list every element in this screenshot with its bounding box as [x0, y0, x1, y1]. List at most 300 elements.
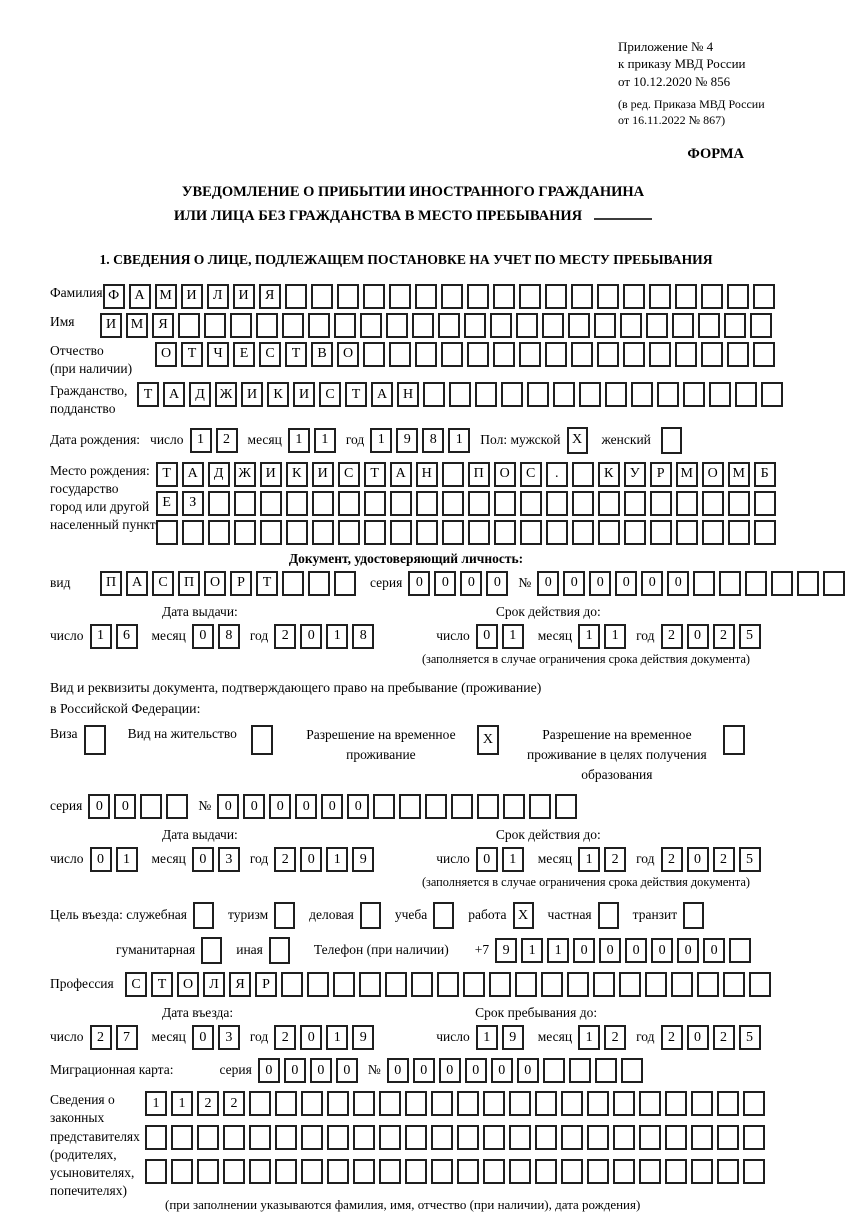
char-cell[interactable]: [587, 1159, 609, 1184]
char-cell[interactable]: 0: [687, 847, 709, 872]
char-cell[interactable]: [389, 284, 411, 309]
char-cell[interactable]: [308, 571, 330, 596]
char-cell[interactable]: 2: [274, 1025, 296, 1050]
char-cell[interactable]: 0: [476, 624, 498, 649]
char-cell[interactable]: [613, 1125, 635, 1150]
char-cell[interactable]: [223, 1159, 245, 1184]
char-cell[interactable]: [178, 313, 200, 338]
char-cell[interactable]: [494, 491, 516, 516]
char-cell[interactable]: [412, 313, 434, 338]
purpose-transit-checkbox[interactable]: [683, 902, 704, 929]
char-cell[interactable]: П: [468, 462, 490, 487]
char-cell[interactable]: [745, 571, 767, 596]
char-cell[interactable]: М: [126, 313, 148, 338]
char-cell[interactable]: А: [182, 462, 204, 487]
char-cell[interactable]: Л: [203, 972, 225, 997]
char-cell[interactable]: [605, 382, 627, 407]
char-cell[interactable]: [750, 313, 772, 338]
char-cell[interactable]: [385, 972, 407, 997]
char-cell[interactable]: У: [624, 462, 646, 487]
char-cell[interactable]: Т: [137, 382, 159, 407]
char-cell[interactable]: [389, 342, 411, 367]
char-cell[interactable]: И: [312, 462, 334, 487]
residence-permit-checkbox[interactable]: [251, 725, 273, 755]
char-cell[interactable]: [650, 491, 672, 516]
char-cell[interactable]: И: [260, 462, 282, 487]
char-cell[interactable]: [333, 972, 355, 997]
char-cell[interactable]: 5: [739, 847, 761, 872]
char-cell[interactable]: 0: [284, 1058, 306, 1083]
char-cell[interactable]: 2: [713, 624, 735, 649]
char-cell[interactable]: [431, 1125, 453, 1150]
char-cell[interactable]: [327, 1159, 349, 1184]
char-cell[interactable]: К: [598, 462, 620, 487]
char-cell[interactable]: [334, 313, 356, 338]
char-cell[interactable]: 1: [604, 624, 626, 649]
char-cell[interactable]: [286, 491, 308, 516]
char-cell[interactable]: [275, 1091, 297, 1116]
char-cell[interactable]: О: [204, 571, 226, 596]
char-cell[interactable]: М: [155, 284, 177, 309]
char-cell[interactable]: О: [177, 972, 199, 997]
char-cell[interactable]: [691, 1091, 713, 1116]
char-cell[interactable]: [423, 382, 445, 407]
char-cell[interactable]: 0: [114, 794, 136, 819]
char-cell[interactable]: [717, 1125, 739, 1150]
char-cell[interactable]: [463, 972, 485, 997]
char-cell[interactable]: [411, 972, 433, 997]
char-cell[interactable]: [249, 1159, 271, 1184]
char-cell[interactable]: 0: [347, 794, 369, 819]
char-cell[interactable]: Т: [151, 972, 173, 997]
char-cell[interactable]: [620, 313, 642, 338]
char-cell[interactable]: [753, 342, 775, 367]
char-cell[interactable]: [520, 491, 542, 516]
char-cell[interactable]: 1: [502, 624, 524, 649]
char-cell[interactable]: [379, 1125, 401, 1150]
char-cell[interactable]: [645, 972, 667, 997]
char-cell[interactable]: [545, 342, 567, 367]
char-cell[interactable]: [594, 313, 616, 338]
char-cell[interactable]: [223, 1125, 245, 1150]
char-cell[interactable]: 0: [667, 571, 689, 596]
char-cell[interactable]: 0: [387, 1058, 409, 1083]
char-cell[interactable]: [285, 284, 307, 309]
char-cell[interactable]: И: [241, 382, 263, 407]
char-cell[interactable]: [701, 284, 723, 309]
char-cell[interactable]: 2: [604, 847, 626, 872]
char-cell[interactable]: [649, 342, 671, 367]
char-cell[interactable]: [665, 1125, 687, 1150]
char-cell[interactable]: [301, 1159, 323, 1184]
char-cell[interactable]: 2: [661, 1025, 683, 1050]
char-cell[interactable]: [719, 571, 741, 596]
char-cell[interactable]: [541, 972, 563, 997]
char-cell[interactable]: 1: [578, 624, 600, 649]
char-cell[interactable]: Т: [364, 462, 386, 487]
char-cell[interactable]: А: [126, 571, 148, 596]
char-cell[interactable]: [441, 342, 463, 367]
char-cell[interactable]: [386, 313, 408, 338]
char-cell[interactable]: [457, 1159, 479, 1184]
char-cell[interactable]: [727, 342, 749, 367]
sex-male-checkbox[interactable]: X: [567, 427, 588, 454]
char-cell[interactable]: [275, 1125, 297, 1150]
char-cell[interactable]: [691, 1125, 713, 1150]
char-cell[interactable]: 9: [495, 938, 517, 963]
char-cell[interactable]: [286, 520, 308, 545]
char-cell[interactable]: 0: [687, 624, 709, 649]
char-cell[interactable]: 0: [300, 1025, 322, 1050]
char-cell[interactable]: 0: [243, 794, 265, 819]
char-cell[interactable]: [535, 1125, 557, 1150]
char-cell[interactable]: 0: [295, 794, 317, 819]
char-cell[interactable]: 2: [197, 1091, 219, 1116]
char-cell[interactable]: 2: [604, 1025, 626, 1050]
char-cell[interactable]: Н: [397, 382, 419, 407]
char-cell[interactable]: [501, 382, 523, 407]
char-cell[interactable]: [405, 1125, 427, 1150]
char-cell[interactable]: [308, 313, 330, 338]
char-cell[interactable]: П: [178, 571, 200, 596]
char-cell[interactable]: [353, 1159, 375, 1184]
char-cell[interactable]: Т: [156, 462, 178, 487]
char-cell[interactable]: [416, 520, 438, 545]
char-cell[interactable]: [701, 342, 723, 367]
char-cell[interactable]: Д: [208, 462, 230, 487]
char-cell[interactable]: Д: [189, 382, 211, 407]
char-cell[interactable]: [431, 1159, 453, 1184]
char-cell[interactable]: [515, 972, 537, 997]
char-cell[interactable]: 0: [90, 847, 112, 872]
char-cell[interactable]: Л: [207, 284, 229, 309]
char-cell[interactable]: 1: [502, 847, 524, 872]
char-cell[interactable]: [567, 972, 589, 997]
char-cell[interactable]: К: [267, 382, 289, 407]
char-cell[interactable]: Т: [285, 342, 307, 367]
char-cell[interactable]: И: [181, 284, 203, 309]
char-cell[interactable]: [468, 520, 490, 545]
char-cell[interactable]: [493, 342, 515, 367]
sex-female-checkbox[interactable]: [661, 427, 682, 454]
char-cell[interactable]: [405, 1159, 427, 1184]
char-cell[interactable]: [334, 571, 356, 596]
char-cell[interactable]: 2: [713, 1025, 735, 1050]
char-cell[interactable]: [442, 520, 464, 545]
char-cell[interactable]: [535, 1091, 557, 1116]
char-cell[interactable]: [483, 1159, 505, 1184]
char-cell[interactable]: Т: [181, 342, 203, 367]
char-cell[interactable]: 1: [578, 847, 600, 872]
char-cell[interactable]: 9: [352, 847, 374, 872]
char-cell[interactable]: [561, 1159, 583, 1184]
char-cell[interactable]: Ч: [207, 342, 229, 367]
char-cell[interactable]: [665, 1159, 687, 1184]
char-cell[interactable]: [639, 1125, 661, 1150]
char-cell[interactable]: Я: [152, 313, 174, 338]
char-cell[interactable]: [743, 1159, 765, 1184]
char-cell[interactable]: [494, 520, 516, 545]
char-cell[interactable]: З: [182, 491, 204, 516]
char-cell[interactable]: [702, 520, 724, 545]
char-cell[interactable]: С: [338, 462, 360, 487]
char-cell[interactable]: [613, 1159, 635, 1184]
char-cell[interactable]: [182, 520, 204, 545]
char-cell[interactable]: 9: [352, 1025, 374, 1050]
char-cell[interactable]: [572, 462, 594, 487]
char-cell[interactable]: Р: [230, 571, 252, 596]
char-cell[interactable]: [535, 1159, 557, 1184]
temp-residence-checkbox[interactable]: X: [477, 725, 499, 755]
char-cell[interactable]: [197, 1125, 219, 1150]
char-cell[interactable]: [676, 491, 698, 516]
char-cell[interactable]: [561, 1125, 583, 1150]
char-cell[interactable]: [490, 313, 512, 338]
char-cell[interactable]: [743, 1125, 765, 1150]
char-cell[interactable]: [672, 313, 694, 338]
purpose-humanitarian-checkbox[interactable]: [201, 937, 222, 964]
char-cell[interactable]: 0: [217, 794, 239, 819]
char-cell[interactable]: Е: [156, 491, 178, 516]
char-cell[interactable]: [671, 972, 693, 997]
char-cell[interactable]: [327, 1091, 349, 1116]
char-cell[interactable]: [542, 313, 564, 338]
char-cell[interactable]: [312, 520, 334, 545]
char-cell[interactable]: [639, 1159, 661, 1184]
char-cell[interactable]: [441, 284, 463, 309]
char-cell[interactable]: [464, 313, 486, 338]
char-cell[interactable]: [717, 1159, 739, 1184]
char-cell[interactable]: А: [371, 382, 393, 407]
purpose-other-checkbox[interactable]: [269, 937, 290, 964]
char-cell[interactable]: [360, 313, 382, 338]
char-cell[interactable]: [373, 794, 395, 819]
char-cell[interactable]: С: [319, 382, 341, 407]
char-cell[interactable]: [735, 382, 757, 407]
char-cell[interactable]: [598, 491, 620, 516]
char-cell[interactable]: 1: [314, 428, 336, 453]
char-cell[interactable]: [431, 1091, 453, 1116]
char-cell[interactable]: 1: [171, 1091, 193, 1116]
purpose-business-checkbox[interactable]: [360, 902, 381, 929]
char-cell[interactable]: [438, 313, 460, 338]
char-cell[interactable]: [572, 491, 594, 516]
char-cell[interactable]: 0: [677, 938, 699, 963]
char-cell[interactable]: 1: [90, 624, 112, 649]
char-cell[interactable]: 1: [370, 428, 392, 453]
char-cell[interactable]: [691, 1159, 713, 1184]
char-cell[interactable]: 0: [192, 1025, 214, 1050]
char-cell[interactable]: [451, 794, 473, 819]
char-cell[interactable]: [197, 1159, 219, 1184]
char-cell[interactable]: [545, 284, 567, 309]
purpose-tourism-checkbox[interactable]: [274, 902, 295, 929]
char-cell[interactable]: 1: [190, 428, 212, 453]
char-cell[interactable]: [624, 520, 646, 545]
char-cell[interactable]: [797, 571, 819, 596]
char-cell[interactable]: 9: [502, 1025, 524, 1050]
char-cell[interactable]: [483, 1125, 505, 1150]
char-cell[interactable]: 2: [661, 624, 683, 649]
char-cell[interactable]: 0: [258, 1058, 280, 1083]
char-cell[interactable]: Т: [256, 571, 278, 596]
char-cell[interactable]: [281, 972, 303, 997]
char-cell[interactable]: 8: [352, 624, 374, 649]
char-cell[interactable]: [754, 491, 776, 516]
char-cell[interactable]: .: [546, 462, 568, 487]
char-cell[interactable]: [649, 284, 671, 309]
char-cell[interactable]: П: [100, 571, 122, 596]
char-cell[interactable]: 0: [589, 571, 611, 596]
char-cell[interactable]: Ж: [215, 382, 237, 407]
char-cell[interactable]: [597, 284, 619, 309]
char-cell[interactable]: [743, 1091, 765, 1116]
char-cell[interactable]: [623, 284, 645, 309]
char-cell[interactable]: [425, 794, 447, 819]
char-cell[interactable]: И: [100, 313, 122, 338]
char-cell[interactable]: 2: [90, 1025, 112, 1050]
char-cell[interactable]: 1: [145, 1091, 167, 1116]
char-cell[interactable]: 3: [218, 847, 240, 872]
char-cell[interactable]: [140, 794, 162, 819]
char-cell[interactable]: 1: [448, 428, 470, 453]
char-cell[interactable]: [353, 1091, 375, 1116]
char-cell[interactable]: О: [702, 462, 724, 487]
char-cell[interactable]: [171, 1159, 193, 1184]
char-cell[interactable]: [749, 972, 771, 997]
char-cell[interactable]: Б: [754, 462, 776, 487]
char-cell[interactable]: [593, 972, 615, 997]
char-cell[interactable]: Ф: [103, 284, 125, 309]
char-cell[interactable]: Р: [650, 462, 672, 487]
char-cell[interactable]: [595, 1058, 617, 1083]
char-cell[interactable]: [509, 1125, 531, 1150]
char-cell[interactable]: [437, 972, 459, 997]
char-cell[interactable]: 1: [521, 938, 543, 963]
char-cell[interactable]: [230, 313, 252, 338]
char-cell[interactable]: [516, 313, 538, 338]
char-cell[interactable]: 0: [573, 938, 595, 963]
char-cell[interactable]: [249, 1091, 271, 1116]
char-cell[interactable]: [489, 972, 511, 997]
char-cell[interactable]: 5: [739, 1025, 761, 1050]
char-cell[interactable]: 0: [88, 794, 110, 819]
char-cell[interactable]: 5: [739, 624, 761, 649]
char-cell[interactable]: [260, 520, 282, 545]
char-cell[interactable]: [327, 1125, 349, 1150]
char-cell[interactable]: [527, 382, 549, 407]
char-cell[interactable]: [442, 462, 464, 487]
char-cell[interactable]: [823, 571, 845, 596]
char-cell[interactable]: 0: [439, 1058, 461, 1083]
char-cell[interactable]: 3: [218, 1025, 240, 1050]
temp-residence-edu-checkbox[interactable]: [723, 725, 745, 755]
char-cell[interactable]: С: [259, 342, 281, 367]
char-cell[interactable]: [353, 1125, 375, 1150]
char-cell[interactable]: [256, 313, 278, 338]
char-cell[interactable]: [761, 382, 783, 407]
char-cell[interactable]: 0: [486, 571, 508, 596]
char-cell[interactable]: [307, 972, 329, 997]
char-cell[interactable]: 2: [713, 847, 735, 872]
char-cell[interactable]: [771, 571, 793, 596]
char-cell[interactable]: Р: [255, 972, 277, 997]
char-cell[interactable]: 8: [218, 624, 240, 649]
char-cell[interactable]: И: [233, 284, 255, 309]
char-cell[interactable]: [709, 382, 731, 407]
purpose-work-checkbox[interactable]: X: [513, 902, 534, 929]
char-cell[interactable]: [619, 972, 641, 997]
char-cell[interactable]: [208, 491, 230, 516]
char-cell[interactable]: [723, 972, 745, 997]
char-cell[interactable]: 2: [216, 428, 238, 453]
char-cell[interactable]: [698, 313, 720, 338]
char-cell[interactable]: 0: [517, 1058, 539, 1083]
char-cell[interactable]: [379, 1091, 401, 1116]
char-cell[interactable]: 0: [651, 938, 673, 963]
char-cell[interactable]: [724, 313, 746, 338]
char-cell[interactable]: [156, 520, 178, 545]
char-cell[interactable]: [568, 313, 590, 338]
char-cell[interactable]: [727, 284, 749, 309]
char-cell[interactable]: [623, 342, 645, 367]
char-cell[interactable]: [676, 520, 698, 545]
char-cell[interactable]: [555, 794, 577, 819]
char-cell[interactable]: 9: [396, 428, 418, 453]
char-cell[interactable]: 0: [408, 571, 430, 596]
char-cell[interactable]: [729, 938, 751, 963]
char-cell[interactable]: [624, 491, 646, 516]
char-cell[interactable]: 2: [274, 847, 296, 872]
char-cell[interactable]: 0: [300, 847, 322, 872]
char-cell[interactable]: 1: [116, 847, 138, 872]
char-cell[interactable]: А: [129, 284, 151, 309]
char-cell[interactable]: [282, 571, 304, 596]
char-cell[interactable]: [337, 284, 359, 309]
char-cell[interactable]: [587, 1125, 609, 1150]
char-cell[interactable]: [728, 491, 750, 516]
char-cell[interactable]: [646, 313, 668, 338]
char-cell[interactable]: Ж: [234, 462, 256, 487]
char-cell[interactable]: [467, 284, 489, 309]
char-cell[interactable]: Е: [233, 342, 255, 367]
char-cell[interactable]: [493, 284, 515, 309]
char-cell[interactable]: 0: [192, 624, 214, 649]
char-cell[interactable]: [571, 284, 593, 309]
char-cell[interactable]: 0: [465, 1058, 487, 1083]
char-cell[interactable]: 0: [434, 571, 456, 596]
char-cell[interactable]: С: [125, 972, 147, 997]
char-cell[interactable]: [301, 1091, 323, 1116]
char-cell[interactable]: [467, 342, 489, 367]
char-cell[interactable]: 6: [116, 624, 138, 649]
char-cell[interactable]: [416, 491, 438, 516]
char-cell[interactable]: М: [676, 462, 698, 487]
char-cell[interactable]: [697, 972, 719, 997]
char-cell[interactable]: С: [152, 571, 174, 596]
char-cell[interactable]: [275, 1159, 297, 1184]
char-cell[interactable]: О: [337, 342, 359, 367]
char-cell[interactable]: [234, 520, 256, 545]
char-cell[interactable]: [359, 972, 381, 997]
char-cell[interactable]: [145, 1125, 167, 1150]
char-cell[interactable]: [503, 794, 525, 819]
char-cell[interactable]: 0: [537, 571, 559, 596]
char-cell[interactable]: [665, 1091, 687, 1116]
char-cell[interactable]: [477, 794, 499, 819]
char-cell[interactable]: [675, 342, 697, 367]
char-cell[interactable]: [145, 1159, 167, 1184]
